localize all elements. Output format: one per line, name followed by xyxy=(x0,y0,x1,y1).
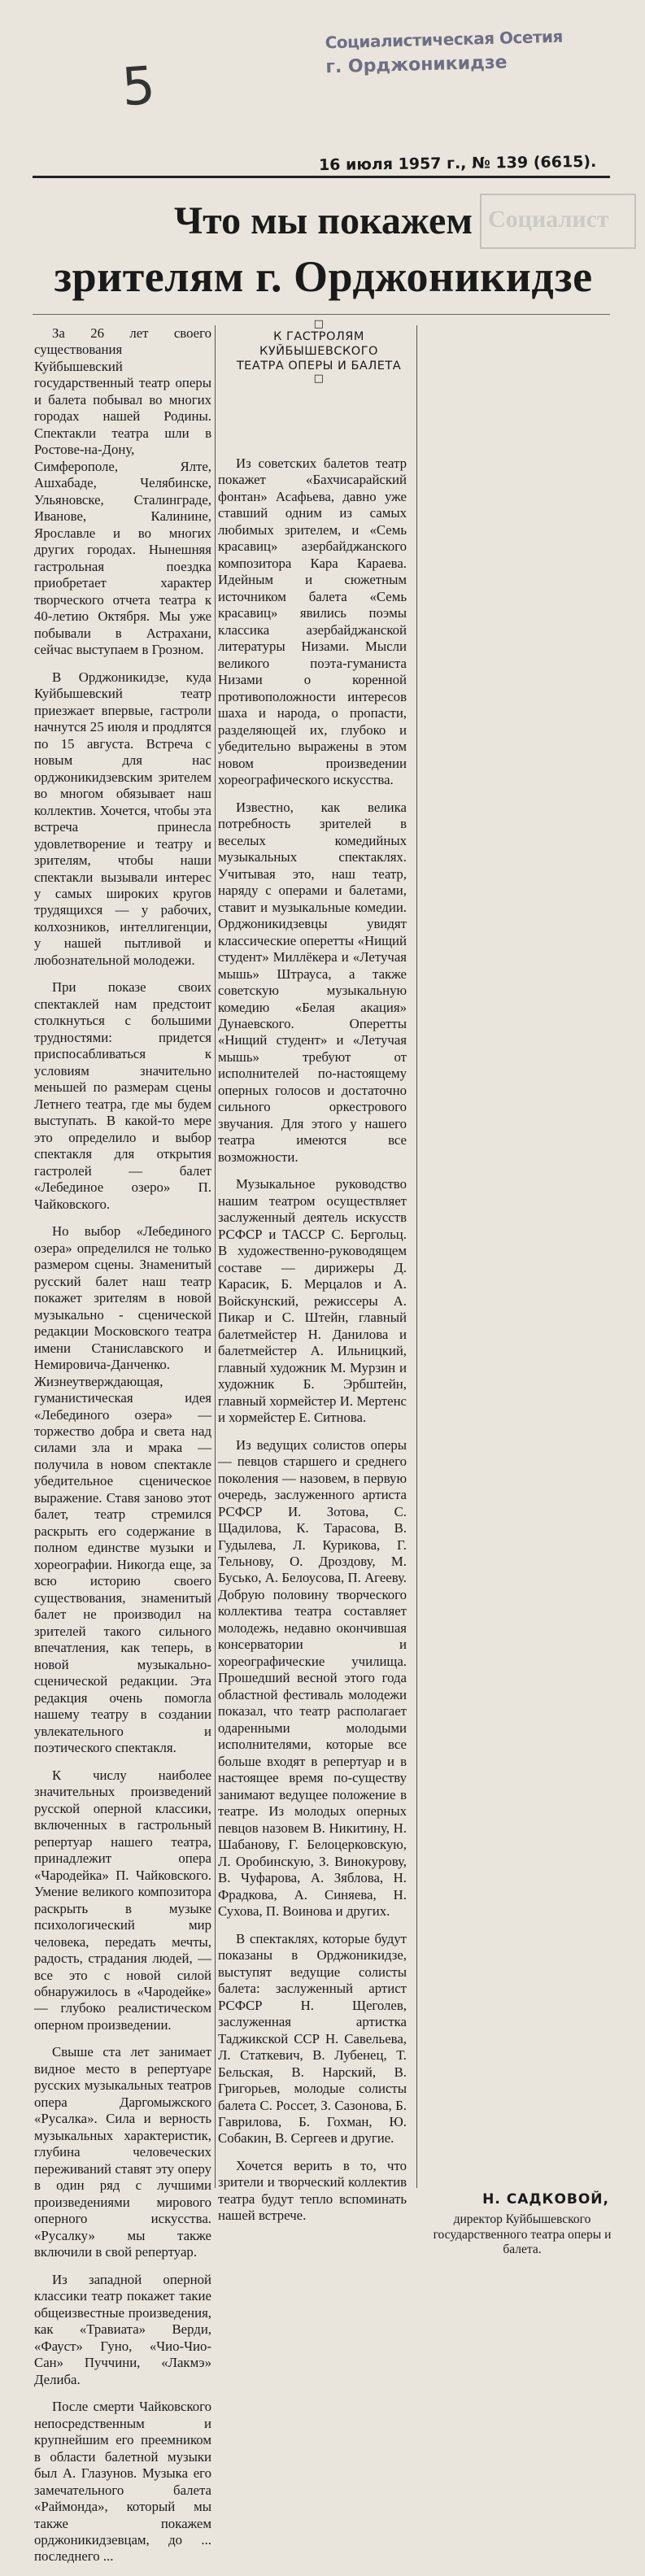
article-paragraph: В Орджоникидзе, куда Куйбышевский театр приезжает впервые, гастроли начнутся 25 июля и продлятся по 15 августа. Встреча с новым для нас орджоникидзевским зрителем во многом обязывает наш коллектив. Хочется, чтобы эта встреча принесла удовлетворение и театру и зрителям, чтобы наши спектакли вызывали интерес у самых широких кругов трудящихся — у рабочих, колхозников, интеллигенции, у нашей пытливой и любознательной молодежи. xyxy=(34,669,211,968)
stamp-line-2: г. Орджоникидзе xyxy=(325,52,508,78)
column-left xyxy=(34,325,211,2576)
column-divider-left xyxy=(215,325,216,2188)
top-divider xyxy=(33,176,610,178)
article-paragraph: Музыкальное руководство нашим театром осуществляет заслуженный деятель искусств РСФСР и ТАССР С. Бергольц. В художественно-руководящем составе — дирижеры Д. Карасик, Б. Мерцалов и А. Войскунский, режиссеры А. Пикар и С. Штейн, главный балетмейстер Н. Данилова и балетмейстер А. Ильницкий, главный художник М. Мурзин и художник Б. Эрбштейн, главный хормейстер И. Мертенс и хормейстер Е. Ситнова. xyxy=(218,1176,407,1426)
rubric-mark-bottom: □ xyxy=(313,373,325,386)
rubric-mark-top: □ xyxy=(313,318,325,330)
article-paragraph: Из ведущих солистов оперы — певцов старшего и среднего поколения — назовем, в первую очередь, заслуженного артиста РСФСР И. Зотова, С. Щадилова, К. Тарасова, В. Гудылева, Л. Курикова, Г. Тельнову, О. Дроздову, М. Буськo, А. Белоусова, П. Агееву. Добрую половину творческого коллектива театра составляет молодежь, недавно окончившая консерватории и хореографические училища. Прошедший весной этого года областной фестиваль молодежи показал, что театр располагает одаренными молодыми исполнителями, которые все больше входят в репертуар и в настоящее время по-существу занимают ведущее положение в театре. Из молодых оперных певцов назовем В. Никитину, Н. Шабанову, Г. Белоцерковскую, Л. Оробинскую, З. Винокурову, В. Чуфарова, А. Зяблова, Н. Фрадкова, А. Синяева, Н. Сухова, П. Воинова и других. xyxy=(218,1436,407,1920)
bleed-through-text: Социалист xyxy=(480,194,636,249)
article-headline xyxy=(33,200,614,301)
author-title: директор Куйбышевского государственного театра оперы и балета. xyxy=(433,2212,612,2257)
handwritten-number: 5 xyxy=(120,55,158,119)
headline-line-2: зрителям г. Орджоникидзе xyxy=(54,251,593,301)
article-paragraph: К числу наиболее значительных произведений русской оперной классики, включенных в гастрольный репертуар нашего театра, принадлежит опера «Чародейка» П. Чайковского. Умение великого композитора раскрыть в музыке психологический мир человека, передать мечты, радость, страдания людей, — все это с новой силой обнаружилось в «Чародейке» — глубоко реалистическом оперном произведении. xyxy=(34,1767,211,2033)
newspaper-stamp xyxy=(325,26,594,78)
article-paragraph: После смерти Чайковского непосредственным и крупнейшим его преемником в области балетной музыки был А. Глазунов. Музыка его замечательного балета «Раймонда», который мы также покажем орджоникидзевцам, до ... последнего ... xyxy=(34,2399,211,2565)
issue-dateline: 16 июля 1957 г., № 139 (6615). xyxy=(318,152,597,175)
article-paragraph: Из западной оперной классики театр покажет такие общеизвестные произведения, как «Травиата» Верди, «Фауст» Гуно, «Чио-Чио-Сан» Пуччини, «Лакмэ» Делиба. xyxy=(34,2271,211,2387)
rubric-line-1: К ГАСТРОЛЯМ xyxy=(273,330,364,344)
rubric-box xyxy=(218,319,420,386)
article-paragraph: Известно, как велика потребность зрителей в веселых комедийных музыкальных спектаклях. Учитывая это, наш театр, наряду с операми и балетами, ставит и музыкальные комедии. Орджоникидзевцы увидят классические оперетты «Нищий студент» Миллёкера и «Летучая мышь» Штрауса, а также советскую музыкальную комедию «Белая акация» Дунаевского. Оперетты «Нищий студент» и «Летучая мышь» требуют от исполнителей по-настоящему оперных голосов и достаточно сильного оркестрового звучания. Для этого у нашего театра имеются все возможности. xyxy=(218,799,407,1165)
column-divider-right xyxy=(416,325,417,2188)
headline-line-1: Что мы покажем xyxy=(173,199,473,242)
article-paragraph: Свыше ста лет занимает видное место в репертуаре русских музыкальных театров опера Даргомыжского «Русалка». Сила и верность музыкальных характеристик, глубина человеческих переживаний ставят эту оперу в один ряд с лучшими произведениями мирового оперного искусства. «Русалку» мы также включили в свой репертуар. xyxy=(34,2044,211,2260)
article-paragraph: В спектаклях, которые будут показаны в Орджоникидзе, выступят ведущие солисты балета: заслуженный артист РСФСР Н. Щеголев, заслуженная артистка Таджикской ССР Н. Савельева, Л. Статкевич, В. Лубенец, Т. Бельская, В. Нарский, В. Григорьев, молодые солисты балета С. Россет, З. Сазонова, Б. Гаврилова, Б. Гохман, Ю. Собакин, В. Сергеев и другие. xyxy=(218,1930,407,2147)
article-paragraph: За 26 лет своего существования Куйбышевский государственный театр оперы и балета побывал во многих городах нашей Родины. Спектакли театра шли в Ростове-на-Дону, Симферополе, Ялте, Ашхабаде, Челябинске, Ульяновске, Сталинграде, Иванове, Калинине, Ярославле и во многих других городах. Нынешняя гастрольная поездка приобретает характер творческого отчета театра к 40-летию Октября. Мы уже побывали в Астрахани, сейчас выступаем в Грозном. xyxy=(34,325,211,658)
stamp-line-1: Социалистическая Осетия xyxy=(325,26,564,53)
article-paragraph: Хочется верить в то, что зрители и творческий коллектив театра будут тепло вспоминать нашей встрече. xyxy=(218,2157,407,2224)
article-paragraph: Из советских балетов театр покажет «Бахчисарайский фонтан» Асафьева, давно уже ставший одним из самых любимых зрителем, и «Семь красавиц» азербайджанского композитора Кара Караева. Идейным и сюжетным источником балета «Семь красавиц» явились поэмы классика азербайджанской литературы Низами. Мысли великого поэта-гуманиста Низами о коренной противоположности интересов шаха и народа, о пропасти, разделяющей их, глубоко и убедительно выражены в этом новом произведении хореографического искусства. xyxy=(218,455,407,788)
rubric-line-2: КУЙБЫШЕВСКОГО xyxy=(259,344,378,358)
article-paragraph: Но выбор «Лебединого озера» определился не только размером сцены. Знаменитый русский балет наш театр покажет зрителям в новой музыкально - сценической редакции Московского театра имени Станиславского и Немировича-Данченко. Жизнеутверждающая, гуманистическая идея «Лебединого озера» — торжество добра и света над силами зла и мрака — получила в новом спектакле убедительное сценическое выражение. Ставя заново этот балет, театр стремился раскрыть его содержание в полном единстве музыки и хореографии. Никогда еще, за всю историю своего существования, знаменитый балет не производил на зрителей такого сильного впечатления, как теперь, в новой музыкально-сценической редакции. Эта редакция очень помогла нашему театру в создании увлекательного и поэтического спектакля. xyxy=(34,1223,211,1756)
headline-divider xyxy=(33,314,610,315)
article-paragraph: При показе своих спектаклей нам предстоит столкнуться с большими трудностями: придется приспосабливаться к условиям значительно меньшей по размерам сцены Летнего театра, где мы будем выступать. В какой-то мере это определило и выбор спектакля для открытия гастролей — балет «Лебединое озеро» П. Чайковского. xyxy=(34,979,211,1212)
column-middle xyxy=(218,455,407,2235)
author-signature: Н. САДКОВОЙ, xyxy=(482,2191,609,2208)
rubric-line-3: ТЕАТРА ОПЕРЫ И БАЛЕТА xyxy=(236,359,402,373)
